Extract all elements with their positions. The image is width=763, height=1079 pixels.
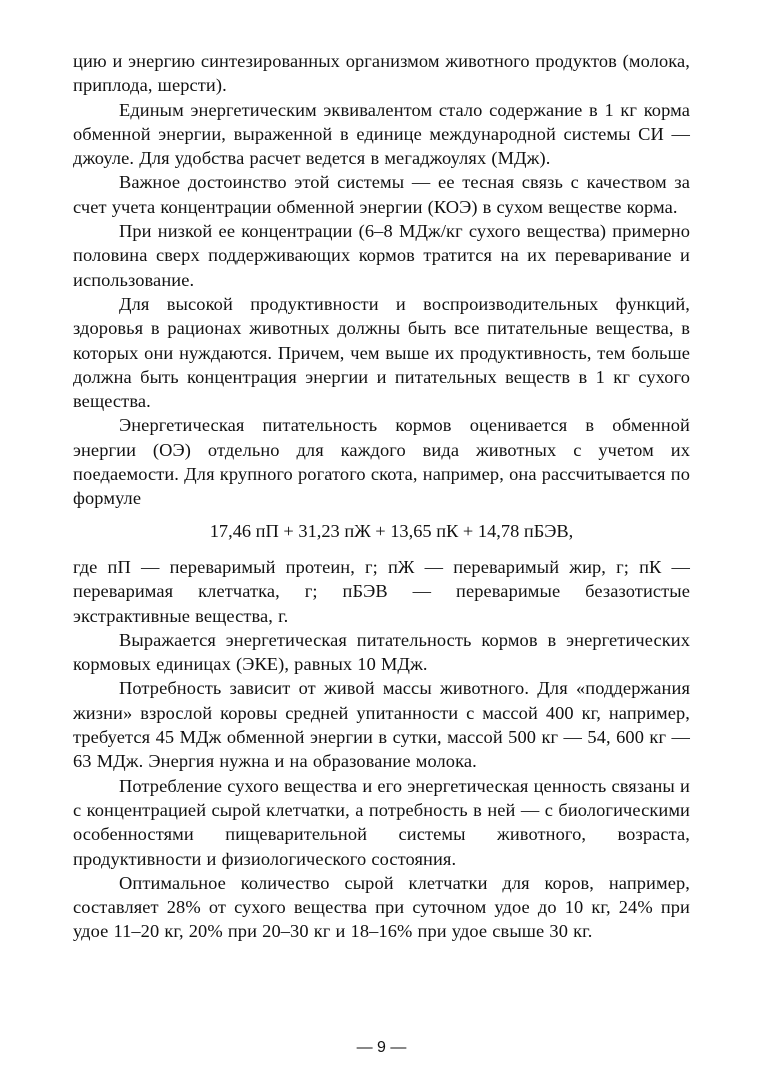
paragraph-requirement: Потребность зависит от живой массы животного. Для «поддержания жизни» взрослой коровы средней упитанности с массой 400 кг, например, требуется 45 МДж обменной энергии в сутки, массой 500 кг — 54, 600 кг — 63 МДж. Энергия нужна и на образование молока. bbox=[73, 678, 690, 772]
paragraph-eke: Выражается энергетическая питательность кормов в энергетических кормовых единицах (ЭКЕ), равных 10 МДж. bbox=[73, 629, 690, 675]
formula: 17,46 пП + 31,23 пЖ + 13,65 пК + 14,78 пБЭВ, bbox=[209, 520, 574, 541]
paragraph-fiber-consumption: Потребление сухого вещества и его энергетическая ценность связаны и с концентрацией сырой клетчатки, а потребность в ней — с биологическими особенностями пищеварительной системы животного, возраста, продуктивности и физиологического состояния. bbox=[73, 775, 690, 869]
paragraph-system-advantage: Важное достоинство этой системы — ее тесная связь с качеством за счет учета концентрации обменной энергии (КОЭ) в сухом веществе корма. bbox=[73, 172, 690, 217]
formula-explanation: где пП — переваримый протеин, г; пЖ — переваримый жир, г; пК — переваримая клетчатка, г; пБЭВ — переваримые безазотистые экстрактивные вещества, г. bbox=[73, 556, 690, 626]
paragraph-energy-equivalent: Единым энергетическим эквивалентом стало содержание в 1 кг корма обменной энергии, выраженной в единице международной системы СИ — джоуле. Для удобства расчет ведется в мегаджоулях (МДж). bbox=[73, 99, 690, 169]
page-number: — 9 — bbox=[356, 1039, 407, 1056]
page-body bbox=[73, 49, 690, 944]
paragraph-high-productivity: Для высокой продуктивности и воспроизводительных функций, здоровья в рационах животных должны быть все питательные вещества, в которых они нуждаются. Причем, чем выше их продуктивность, тем больше должна быть концентрация энергии и питательных веществ в 1 кг сухого вещества. bbox=[73, 293, 690, 412]
paragraph-energy-value: Энергетическая питательность кормов оценивается в обменной энергии (ОЭ) отдельно для каждого вида животных с учетом их поедаемости. Для крупного рогатого скота, например, она рассчитывается по формуле bbox=[73, 415, 690, 509]
paragraph-low-concentration: При низкой ее концентрации (6–8 МДж/кг сухого вещества) примерно половина сверх поддерживающих кормов тратится на их переваривание и использование. bbox=[73, 221, 690, 290]
paragraph-continuation: цию и энергию синтезированных организмом животного продуктов (молока, приплода, шерсти). bbox=[73, 51, 690, 96]
paragraph-optimal-fiber: Оптимальное количество сырой клетчатки для коров, например, составляет 28% от сухого вещества при суточном удое до 10 кг, 24% при удое 11–20 кг, 20% при 20–30 кг и 18–16% при удое свыше 30 кг. bbox=[73, 872, 690, 942]
